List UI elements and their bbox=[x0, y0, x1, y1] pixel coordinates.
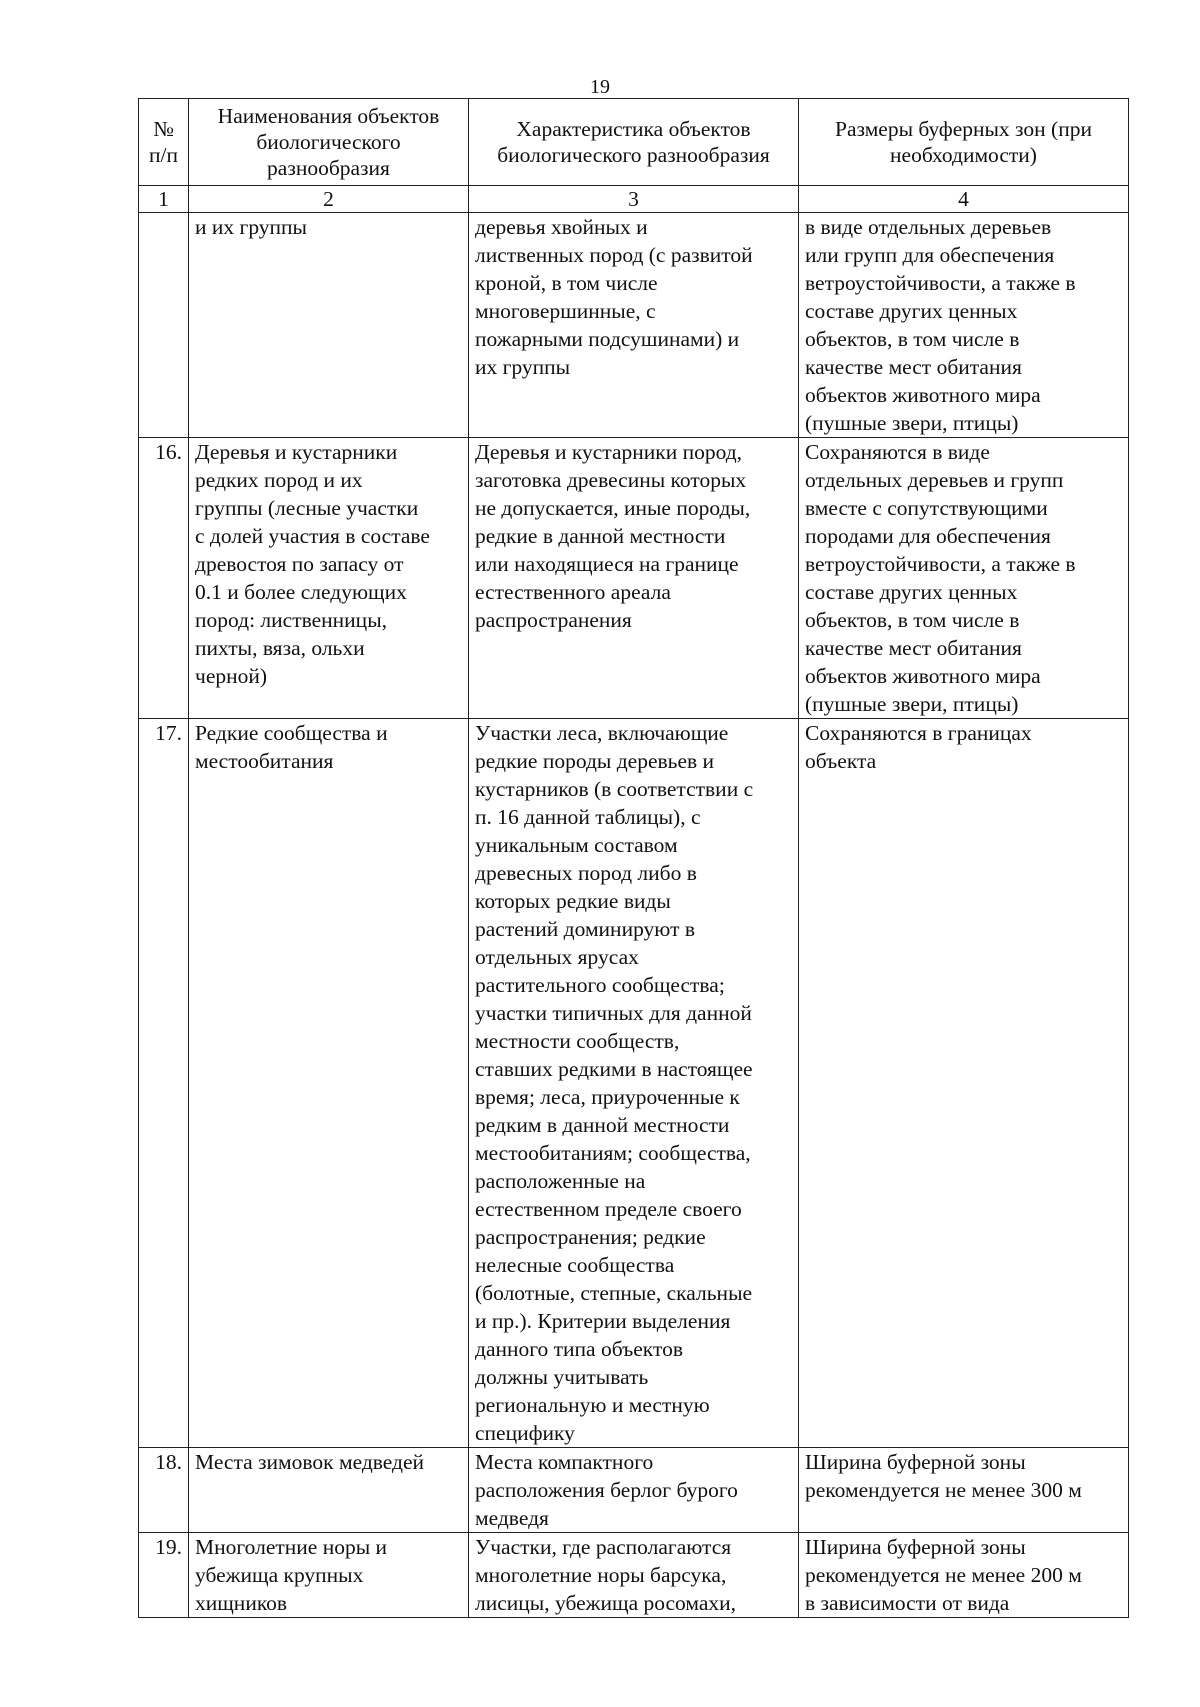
column-number: 3 bbox=[469, 186, 799, 213]
column-number-row bbox=[139, 186, 1129, 213]
header-characteristic: Характеристика объектов биологического разнообразия bbox=[469, 99, 799, 186]
header-number: № п/п bbox=[139, 99, 189, 186]
page-number: 19 bbox=[590, 76, 610, 98]
row-characteristic: Участки леса, включающие редкие породы деревьев и кустарников (в соответствии с п. 16 данной таблицы), с уникальным составом древесных пород либо в которых редкие виды растений доминируют в отдельных ярусах растительного сообщества; участки типичных для данной местности сообществ, ставших редкими в настоящее время; леса, приуроченные к редким в данной местности местообитаниям; сообщества, расположенные на естественном пределе своего распространения; редкие нелесные сообщества (болотные, степные, скальные и пр.). Критерии выделения данного типа объектов должны учитывать региональную и местную специфику bbox=[469, 719, 799, 1448]
table-row bbox=[139, 1533, 1129, 1618]
table-row bbox=[139, 1448, 1129, 1533]
column-number: 2 bbox=[189, 186, 469, 213]
header-object-name: Наименования объектов биологического разнообразия bbox=[189, 99, 469, 186]
row-object-name: Редкие сообщества и местообитания bbox=[189, 719, 469, 1448]
row-number: 16. bbox=[139, 438, 189, 719]
row-number: 18. bbox=[139, 1448, 189, 1533]
row-object-name: Деревья и кустарники редких пород и их группы (лесные участки с долей участия в составе древостоя по запасу от 0.1 и более следующих пород: лиственницы, пихты, вяза, ольхи черной) bbox=[189, 438, 469, 719]
row-buffer-zone: в виде отдельных деревьев или групп для обеспечения ветроустойчивости, а также в составе других ценных объектов, в том числе в качестве мест обитания объектов животного мира (пушные звери, птицы) bbox=[799, 213, 1129, 438]
table-row bbox=[139, 213, 1129, 438]
biodiversity-table bbox=[138, 98, 1129, 1618]
row-buffer-zone: Сохраняются в виде отдельных деревьев и групп вместе с сопутствующими породами для обеспечения ветроустойчивости, а также в составе других ценных объектов, в том числе в качестве мест обитания объектов животного мира (пушные звери, птицы) bbox=[799, 438, 1129, 719]
column-number: 1 bbox=[139, 186, 189, 213]
table-row bbox=[139, 438, 1129, 719]
header-row bbox=[139, 99, 1129, 186]
row-object-name: и их группы bbox=[189, 213, 469, 438]
row-buffer-zone: Сохраняются в границах объекта bbox=[799, 719, 1129, 1448]
row-buffer-zone: Ширина буферной зоны рекомендуется не менее 300 м bbox=[799, 1448, 1129, 1533]
row-number: 19. bbox=[139, 1533, 189, 1618]
row-characteristic: деревья хвойных и лиственных пород (с развитой кроной, в том числе многовершинные, с пожарными подсушинами) и их группы bbox=[469, 213, 799, 438]
row-object-name: Многолетние норы и убежища крупных хищников bbox=[189, 1533, 469, 1618]
row-buffer-zone: Ширина буферной зоны рекомендуется не менее 200 м в зависимости от вида bbox=[799, 1533, 1129, 1618]
row-characteristic: Деревья и кустарники пород, заготовка древесины которых не допускается, иные породы, редкие в данной местности или находящиеся на границе естественного ареала распространения bbox=[469, 438, 799, 719]
row-number: 17. bbox=[139, 719, 189, 1448]
column-number: 4 bbox=[799, 186, 1129, 213]
row-object-name: Места зимовок медведей bbox=[189, 1448, 469, 1533]
header-buffer-zone: Размеры буферных зон (при необходимости) bbox=[799, 99, 1129, 186]
row-number bbox=[139, 213, 189, 438]
table-row bbox=[139, 719, 1129, 1448]
row-characteristic: Места компактного расположения берлог бурого медведя bbox=[469, 1448, 799, 1533]
row-characteristic: Участки, где располагаются многолетние норы барсука, лисицы, убежища росомахи, bbox=[469, 1533, 799, 1618]
